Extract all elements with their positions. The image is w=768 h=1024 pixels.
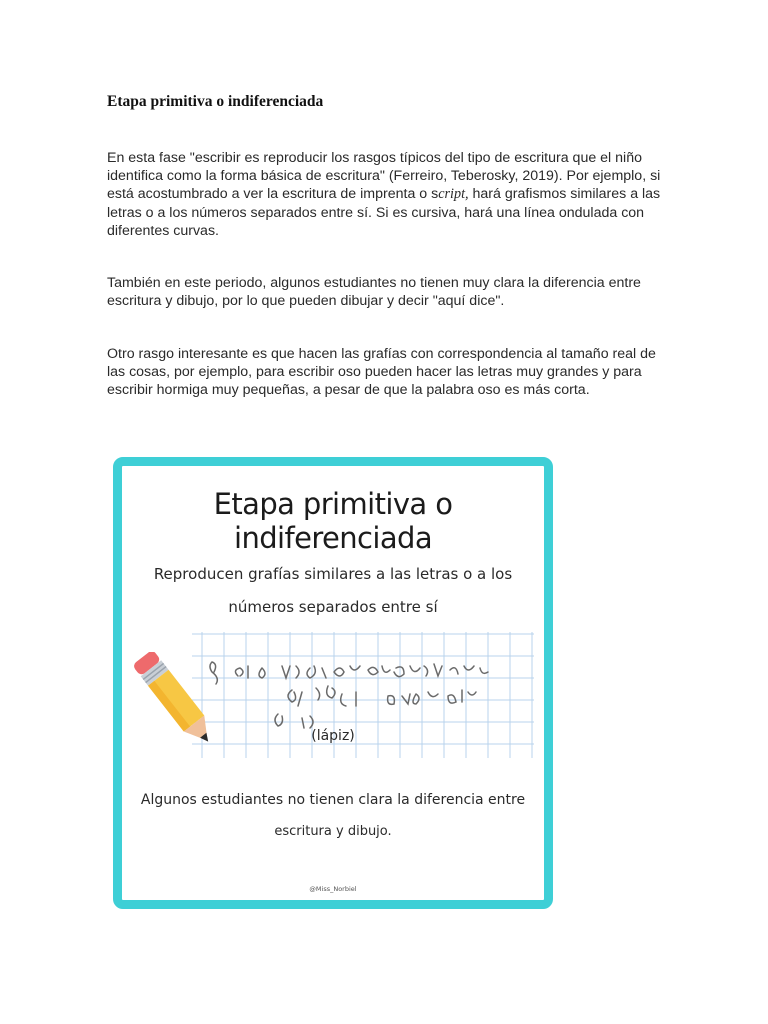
paragraph-text: En esta fase "escribir es reproducir los rasgos típicos del tipo de escritura que el niño identifica como la forma básica de escritura" (Ferreiro, Teberosky, 2019). Por ejemplo, si está acostumbrado a ver la escritura de imprenta o s: [107, 150, 661, 203]
card-text-line-4: escritura y dibujo.: [274, 824, 392, 839]
italic-script-word: cript,: [438, 186, 469, 203]
card-text-line-1: Reproducen grafías similares a las letras o a los: [153, 565, 513, 583]
card-text-line-3: Algunos estudiantes no tienen clara la diferencia entre: [140, 792, 526, 808]
paragraph-ferreiro: [107, 149, 667, 240]
paragraph-size-correspondence: Otro rasgo interesante es que hacen las grafías con correspondencia al tamaño real de las cosas, por ejemplo, para escribir oso pueden hacer las letras muy grandes y para escribir hormiga muy pequeñas, a pesar de que la palabra oso es más corta.: [107, 346, 656, 399]
card-title: Etapa primitiva o indiferenciada: [213, 487, 453, 555]
paragraph-text: hará grafismos similares a las letras o a los números separados entre sí. Si es cursiva, hará una línea ondulada con diferentes curvas.: [107, 186, 661, 239]
card-caption: (lápiz): [311, 728, 355, 744]
page-title: Etapa primitiva o indiferenciada: [107, 93, 324, 110]
paragraph-writing-drawing: También en este periodo, algunos estudiantes no tienen muy clara la diferencia entre escritura y dibujo, por lo que pueden dibujar y decir "aquí dice".: [107, 275, 641, 310]
author-signature: @Miss_Norbiel: [309, 885, 357, 893]
scribble-strokes: [210, 662, 488, 728]
infographic-card: [113, 457, 553, 909]
card-text-line-2: números separados entre sí: [228, 598, 438, 616]
